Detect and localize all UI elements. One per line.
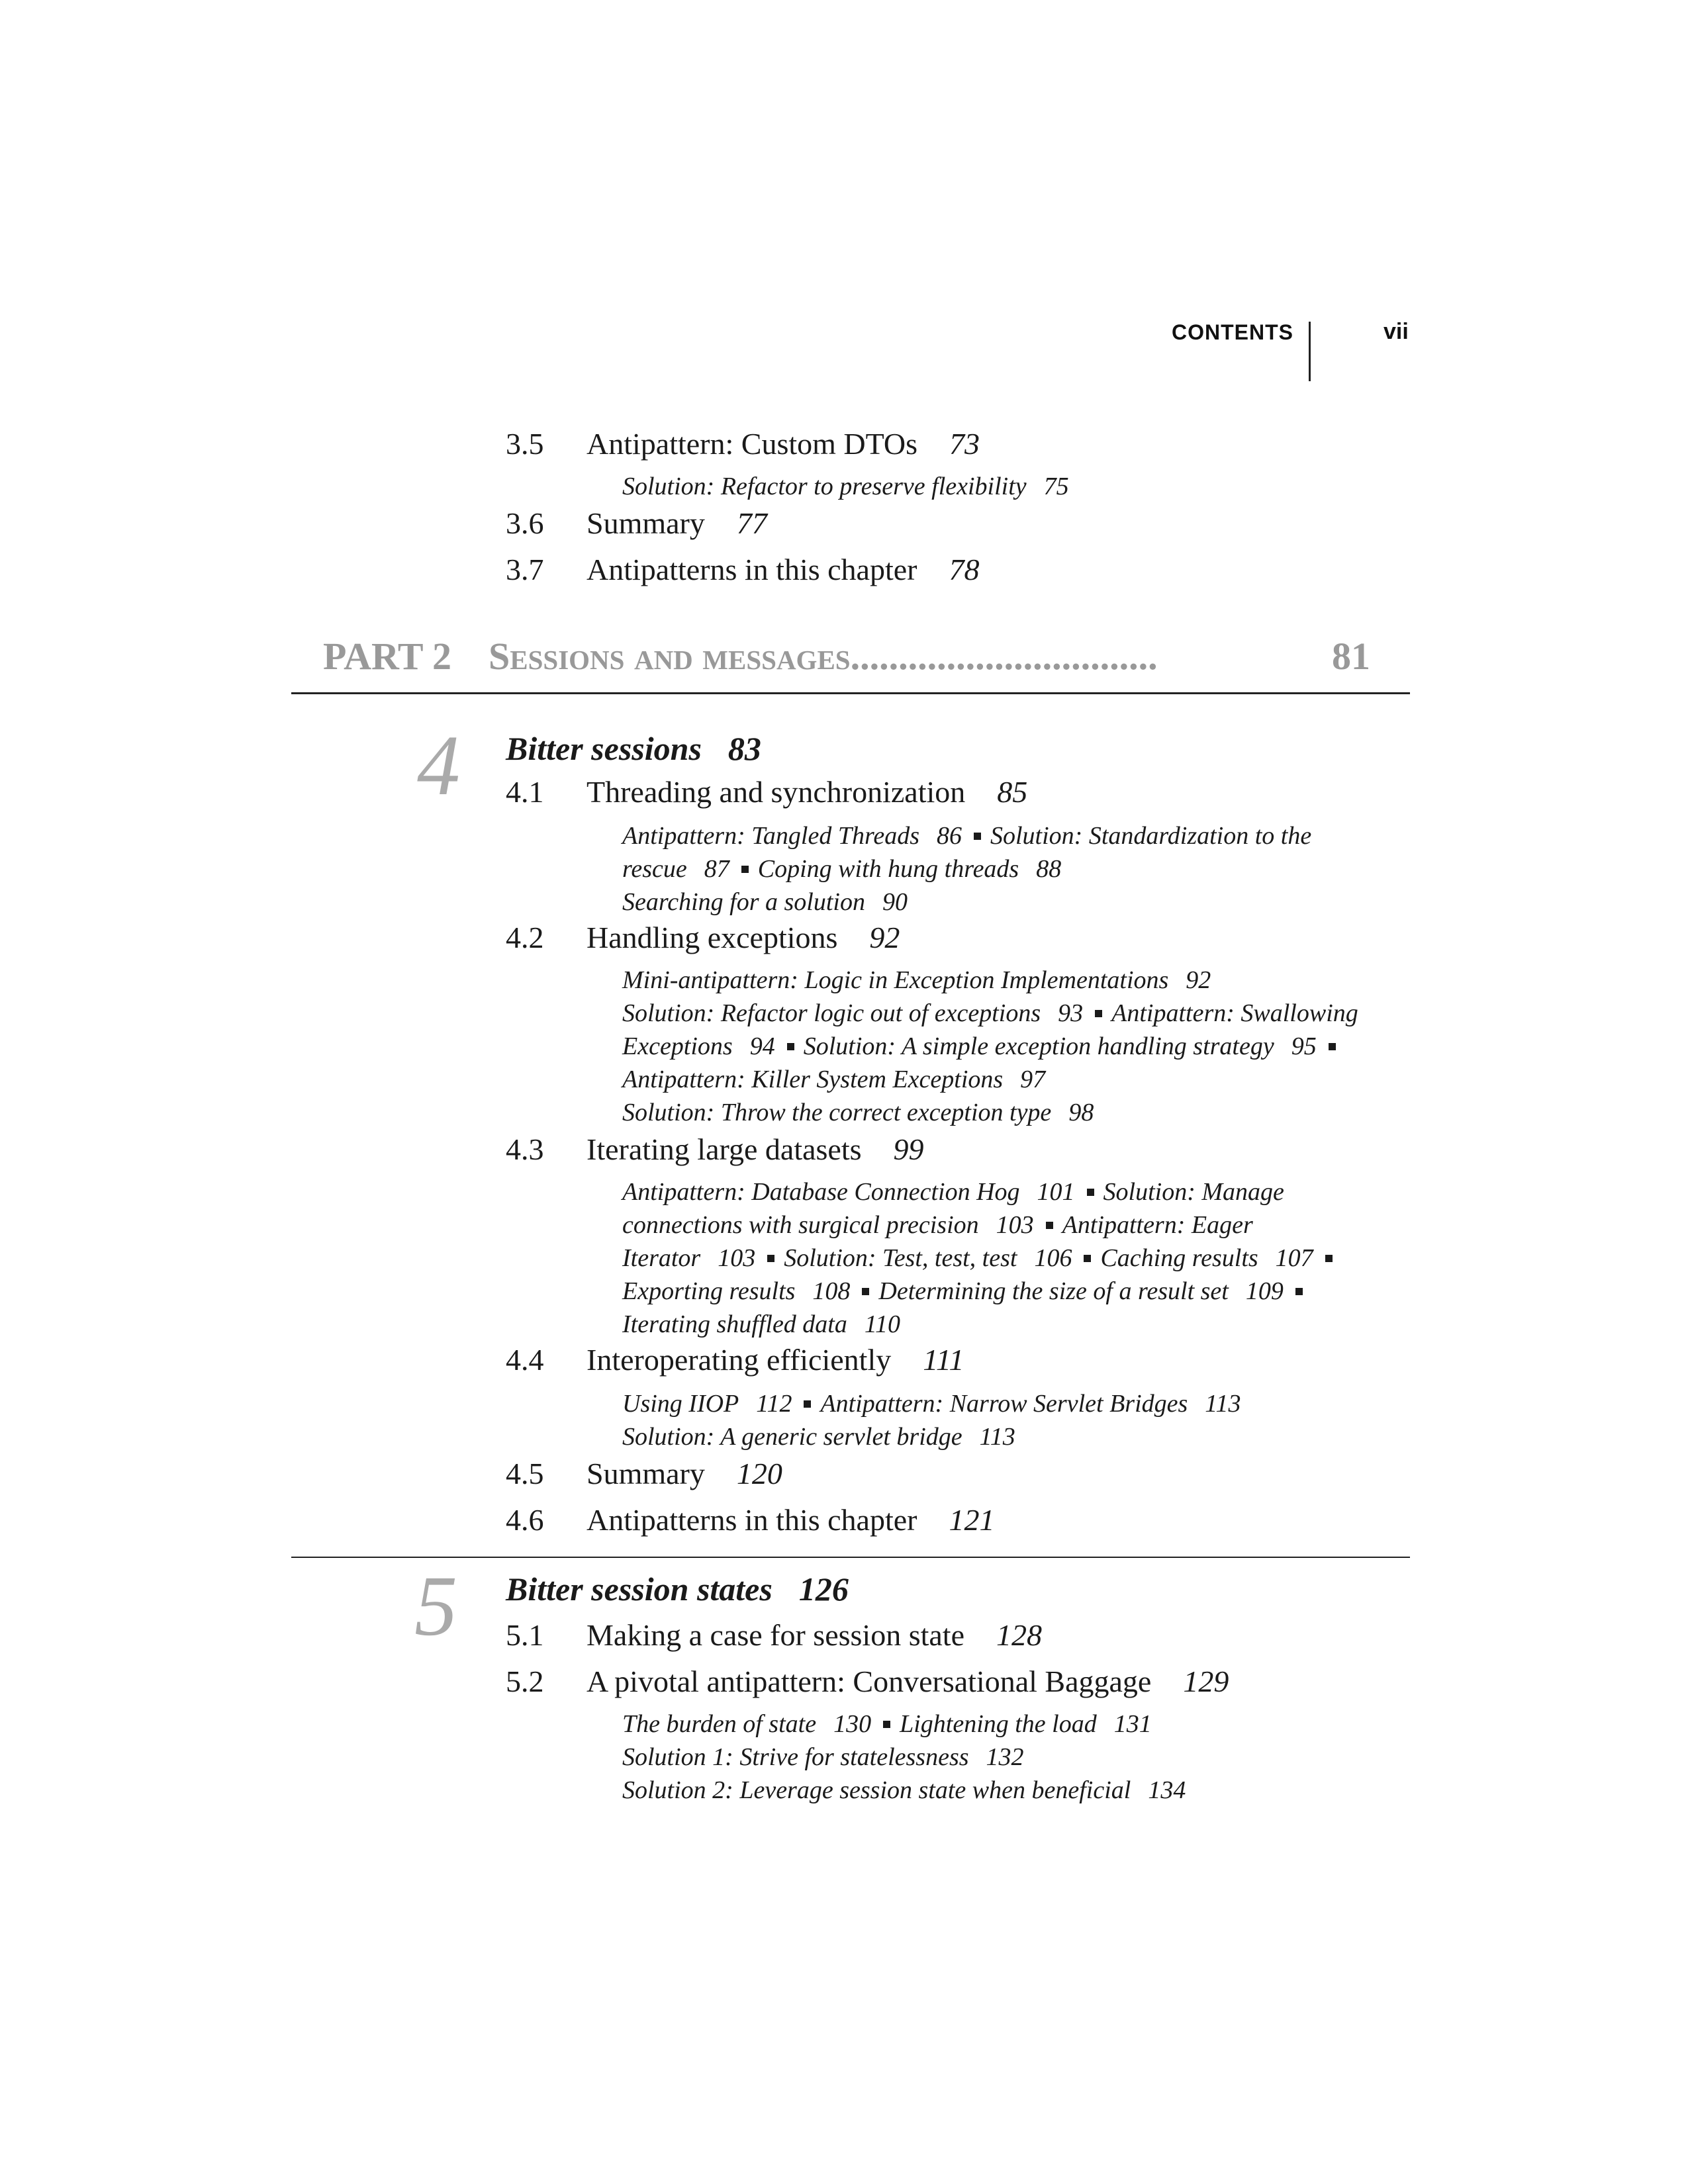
chapter-rule: [291, 1557, 1410, 1558]
toc-subentry[interactable]: [622, 1743, 1033, 1771]
subentry-title: Antipattern: Database Connection Hog: [622, 1178, 1020, 1206]
part-label: PART 2: [323, 635, 451, 678]
toc-subentry[interactable]: [622, 1710, 880, 1738]
toc-subentry[interactable]: [622, 1310, 910, 1338]
subentry-title: Searching for a solution: [622, 888, 865, 916]
subentry-page: 94: [749, 1032, 775, 1060]
subentry-title: Solution: Test, test, test: [784, 1244, 1017, 1272]
subentry-title: Solution: A simple exception handling strategy: [803, 1032, 1274, 1060]
subentry-title: Antipattern: Killer System Exceptions: [622, 1066, 1004, 1093]
toc-subentry[interactable]: [820, 1390, 1250, 1418]
toc-subsections-4-3: [622, 1175, 1390, 1341]
chapter-title-text: Bitter session states: [506, 1570, 773, 1608]
subentry-page: 103: [996, 1211, 1034, 1239]
section-page: 78: [949, 553, 980, 586]
section-page: 121: [949, 1503, 995, 1537]
toc-subentry[interactable]: [878, 1277, 1292, 1305]
running-header-title: CONTENTS: [1172, 320, 1293, 344]
subentry-title: Mini-antipattern: Logic in Exception Implementations: [622, 966, 1169, 994]
section-page: 77: [736, 506, 767, 540]
toc-subentry[interactable]: [622, 1390, 801, 1418]
part-title-text: Sessions and messages: [489, 635, 851, 678]
subentry-page: 98: [1068, 1099, 1094, 1126]
subentry-title: Determining the size of a result set: [878, 1277, 1229, 1305]
subentry-title: Antipattern: Tangled Threads: [622, 822, 919, 850]
toc-subentry[interactable]: [622, 1423, 1025, 1451]
section-page: 73: [949, 427, 980, 461]
section-title: Antipatterns in this chapter: [586, 1503, 917, 1537]
chapter-number: 5: [414, 1559, 457, 1654]
part-page: 81: [1332, 635, 1370, 678]
subentry-title: Using IIOP: [622, 1390, 739, 1418]
toc-subentry[interactable]: [804, 1032, 1326, 1060]
subentry-title: The burden of state: [622, 1710, 817, 1738]
subentry-page: 88: [1036, 855, 1062, 883]
page-number: vii: [1383, 319, 1409, 344]
toc-subsections-4-4: [622, 1387, 1390, 1453]
chapter-number: 4: [417, 718, 460, 813]
subentry-title: Solution: Refactor to preserve flexibility: [622, 473, 1027, 500]
subentry-title: Exporting results: [622, 1277, 796, 1305]
chapter-page: 126: [798, 1570, 849, 1608]
bullet-separator: [1095, 1010, 1102, 1017]
section-title: Antipatterns in this chapter: [586, 553, 917, 586]
section-number: 4.1: [506, 775, 544, 809]
subentry-title: Antipattern: Narrow Servlet Bridges: [820, 1390, 1188, 1418]
subentry-title: Solution 2: Leverage session state when beneficial: [622, 1776, 1131, 1804]
subentry-page: 93: [1058, 999, 1084, 1027]
toc-subentry[interactable]: [900, 1710, 1161, 1738]
subentry-title: Antipattern: Eager Iterator: [622, 1211, 1253, 1272]
subentry-page: 108: [812, 1277, 851, 1305]
toc-subsections-3-5: [622, 470, 1390, 503]
section-title: Antipattern: Custom DTOs: [586, 427, 918, 461]
section-title: Interoperating efficiently: [586, 1343, 892, 1377]
section-page: 120: [736, 1457, 782, 1490]
subentry-page: 92: [1186, 966, 1211, 994]
subentry-page: 103: [718, 1244, 756, 1272]
subentry-page: 90: [882, 888, 908, 916]
subentry-title: Solution: Throw the correct exception type: [622, 1099, 1052, 1126]
subentry-title: Solution: Standardization to the rescue: [622, 822, 1312, 883]
bullet-separator: [787, 1043, 794, 1050]
bullet-separator: [1295, 1288, 1303, 1295]
toc-subentry[interactable]: [622, 1277, 859, 1305]
section-page: 129: [1183, 1664, 1229, 1698]
section-number: 3.6: [506, 506, 544, 540]
bullet-separator: [1087, 1189, 1094, 1196]
bullet-separator: [1325, 1255, 1333, 1262]
section-page: 111: [923, 1343, 964, 1377]
subentry-page: 75: [1043, 473, 1069, 500]
toc-subentry[interactable]: [622, 822, 971, 850]
section-title: Summary: [586, 1457, 705, 1490]
section-number: 5.1: [506, 1618, 544, 1652]
toc-subsections-4-2: [622, 964, 1390, 1129]
part-title[interactable]: [489, 634, 1158, 678]
toc-subentry[interactable]: [622, 1776, 1195, 1804]
chapter-4-title[interactable]: [506, 729, 761, 768]
toc-subentry[interactable]: [622, 1099, 1103, 1126]
toc-subentry[interactable]: [622, 473, 1078, 500]
section-number: 4.5: [506, 1457, 544, 1490]
subentry-page: 113: [979, 1423, 1015, 1451]
chapter-5-title[interactable]: [506, 1570, 849, 1608]
section-number: 5.2: [506, 1664, 544, 1698]
bullet-separator: [862, 1288, 869, 1295]
toc-subentry[interactable]: [622, 1066, 1055, 1093]
header-divider: [1309, 322, 1311, 381]
subentry-title: Solution: Manage connections with surgical precision: [622, 1178, 1284, 1239]
subentry-page: 132: [986, 1743, 1024, 1771]
subentry-page: 109: [1245, 1277, 1284, 1305]
section-title: A pivotal antipattern: Conversational Baggage: [586, 1664, 1152, 1698]
subentry-title: Coping with hung threads: [757, 855, 1019, 883]
section-number: 4.3: [506, 1132, 544, 1166]
subentry-page: 106: [1034, 1244, 1072, 1272]
section-number: 4.4: [506, 1343, 544, 1377]
toc-subentry[interactable]: [622, 966, 1220, 994]
bullet-separator: [741, 866, 749, 873]
subentry-title: Solution 1: Strive for statelessness: [622, 1743, 969, 1771]
section-title: Handling exceptions: [586, 921, 838, 954]
subentry-title: Solution: Refactor logic out of exceptions: [622, 999, 1041, 1027]
chapter-page: 83: [727, 730, 761, 767]
bullet-separator: [767, 1255, 774, 1262]
subentry-title: Solution: A generic servlet bridge: [622, 1423, 962, 1451]
toc-subentry[interactable]: [622, 999, 1092, 1027]
section-title: Iterating large datasets: [586, 1132, 862, 1166]
section-page: 85: [997, 775, 1028, 809]
subentry-page: 110: [864, 1310, 901, 1338]
section-number: 4.6: [506, 1503, 544, 1537]
section-number: 4.2: [506, 921, 544, 954]
subentry-title: Iterating shuffled data: [622, 1310, 847, 1338]
bullet-separator: [1046, 1222, 1053, 1229]
subentry-page: 107: [1275, 1244, 1313, 1272]
toc-subentry[interactable]: [622, 888, 917, 916]
section-page: 99: [893, 1132, 924, 1166]
subentry-title: Lightening the load: [900, 1710, 1097, 1738]
section-title: Summary: [586, 506, 705, 540]
toc-subsections-5-2: [622, 1707, 1390, 1807]
subentry-page: 95: [1291, 1032, 1317, 1060]
section-title: Making a case for session state: [586, 1618, 965, 1652]
bullet-separator: [1329, 1043, 1336, 1050]
toc-subentry[interactable]: [1100, 1244, 1322, 1272]
part-rule: [291, 692, 1410, 694]
part-leaders: ................................: [850, 635, 1158, 678]
bullet-separator: [883, 1721, 890, 1728]
toc-subsections-4-1: [622, 819, 1390, 919]
bullet-separator: [1084, 1255, 1091, 1262]
toc-subentry[interactable]: [784, 1244, 1081, 1272]
subentry-page: 134: [1148, 1776, 1186, 1804]
subentry-page: 97: [1020, 1066, 1046, 1093]
subentry-page: 113: [1205, 1390, 1241, 1418]
subentry-page: 131: [1113, 1710, 1152, 1738]
section-page: 92: [869, 921, 900, 954]
subentry-page: 86: [937, 822, 962, 850]
subentry-page: 130: [833, 1710, 872, 1738]
section-number: 3.7: [506, 553, 544, 586]
subentry-title: Caching results: [1100, 1244, 1258, 1272]
toc-subentry[interactable]: [622, 1178, 1084, 1206]
bullet-separator: [804, 1400, 811, 1408]
subentry-page: 87: [704, 855, 729, 883]
subentry-page: 101: [1037, 1178, 1075, 1206]
toc-subentry[interactable]: [758, 855, 1070, 883]
section-page: 128: [996, 1618, 1043, 1652]
section-title: Threading and synchronization: [586, 775, 966, 809]
subentry-title: Antipattern: Swallowing Exceptions: [622, 999, 1358, 1060]
subentry-page: 112: [756, 1390, 792, 1418]
bullet-separator: [974, 833, 981, 840]
chapter-title-text: Bitter sessions: [506, 730, 702, 767]
section-number: 3.5: [506, 427, 544, 461]
